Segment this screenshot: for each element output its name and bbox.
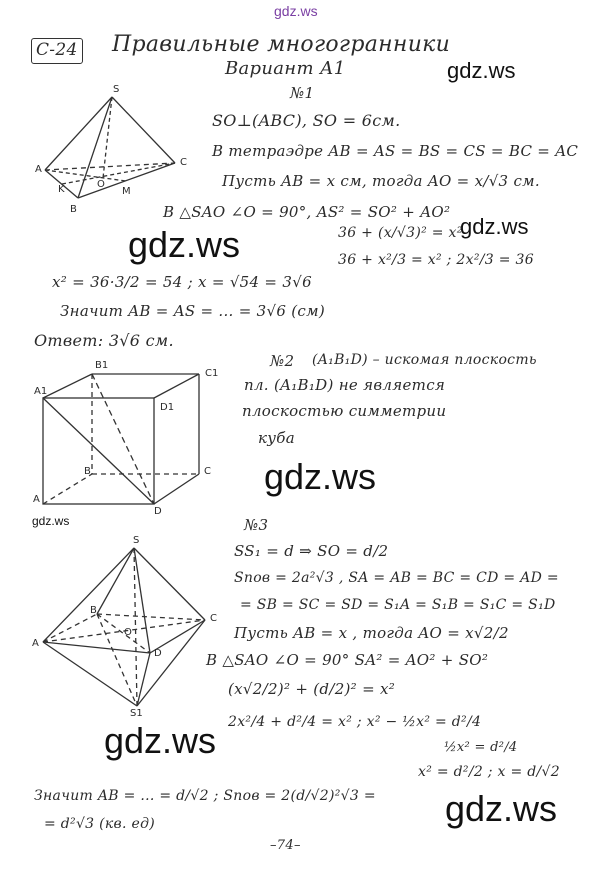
label-K: K <box>58 184 65 195</box>
p1-line-4: В △SAO ∠O = 90°, AS² = SO² + AO² <box>163 203 451 221</box>
label-B1: B1 <box>95 360 109 371</box>
label-C: C <box>180 157 187 168</box>
watermark-5: gdz.ws <box>32 514 70 528</box>
p1-answer: Ответ: 3√6 см. <box>34 331 174 350</box>
label-O: O <box>97 179 105 190</box>
problem1-number: №1 <box>290 84 315 102</box>
label-M: M <box>122 186 131 197</box>
p3-line-2: Sпов = 2a²√3 , SA = AB = BC = CD = AD = <box>234 570 559 586</box>
p3-line-10: Значит AB = ... = d/√2 ; Sпов = 2(d/√2)²√3 = <box>34 788 376 804</box>
p3-line-5: В △SAO ∠O = 90° SA² = AO² + SO² <box>206 651 489 669</box>
p3-line-6: (x√2/2)² + (d/2)² = x² <box>228 680 396 698</box>
label-D1: D1 <box>160 402 175 413</box>
label-A-oct: A <box>32 638 39 649</box>
label-C-oct: C <box>210 613 217 624</box>
p1-line-2: В тетраэдре AB = AS = BS = CS = BC = AC <box>212 142 579 160</box>
p1-line-7: x² = 36·3/2 = 54 ; x = √54 = 3√6 <box>52 273 312 291</box>
page-number: –74– <box>270 838 301 853</box>
p1-line-3: Пусть AB = x см, тогда AO = x/√3 см. <box>222 172 540 190</box>
p2-line-3: плоскостью симметрии <box>242 402 447 420</box>
p2-line-1: (A₁B₁D) – искомая плоскость <box>312 352 537 368</box>
page-title: Правильные многогранники <box>112 32 451 57</box>
problem2-number: №2 <box>270 352 295 370</box>
p3-line-11: = d²√3 (кв. ед) <box>44 816 156 832</box>
label-B-oct: B <box>90 605 97 616</box>
label-S1-oct: S1 <box>130 708 143 719</box>
p1-line-5: 36 + (x/√3)² = x² <box>338 225 463 241</box>
label-O-oct: O <box>124 627 132 638</box>
p2-line-4: куба <box>258 429 295 447</box>
label-C1: C1 <box>205 368 219 379</box>
label-S-oct: S <box>133 535 140 546</box>
problem3-number: №3 <box>244 516 269 534</box>
p1-line-6: 36 + x²/3 = x² ; 2x²/3 = 36 <box>338 252 534 268</box>
label-S: S <box>113 84 120 95</box>
p3-line-3: = SB = SC = SD = S₁A = S₁B = S₁C = S₁D <box>240 597 556 613</box>
label-C-cube: C <box>204 466 211 477</box>
label-A-cube: A <box>33 494 40 505</box>
watermark-1: gdz.ws <box>447 58 516 83</box>
p2-line-2: пл. (A₁B₁D) не является <box>244 376 446 394</box>
p1-line-8: Значит AB = AS = ... = 3√6 (см) <box>60 302 325 320</box>
p1-line-1: SO⊥(ABC), SO = 6см. <box>212 111 401 130</box>
watermark-6: gdz.ws <box>104 720 217 761</box>
watermark-3: gdz.ws <box>128 224 241 265</box>
label-B: B <box>70 204 77 215</box>
variant-label: Вариант А1 <box>225 58 346 79</box>
watermark-7: gdz.ws <box>445 788 558 829</box>
label-B-cube: B <box>84 466 91 477</box>
watermark-2: gdz.ws <box>460 214 529 239</box>
top-watermark[interactable]: gdz.ws <box>274 3 318 19</box>
p3-line-8: ½x² = d²/4 <box>444 740 518 755</box>
p3-line-1: SS₁ = d ⇒ SO = d/2 <box>234 542 389 560</box>
p3-line-4: Пусть AB = x , тогда AO = x√2/2 <box>234 624 509 642</box>
section-label: С-24 <box>36 40 78 60</box>
p3-line-9: x² = d²/2 ; x = d/√2 <box>418 764 560 780</box>
label-A: A <box>35 164 42 175</box>
watermark-4: gdz.ws <box>264 456 377 497</box>
label-D-cube: D <box>154 506 162 517</box>
label-D-oct: D <box>154 648 162 659</box>
label-A1: A1 <box>34 386 48 397</box>
p3-line-7: 2x²/4 + d²/4 = x² ; x² − ½x² = d²/4 <box>228 714 482 730</box>
